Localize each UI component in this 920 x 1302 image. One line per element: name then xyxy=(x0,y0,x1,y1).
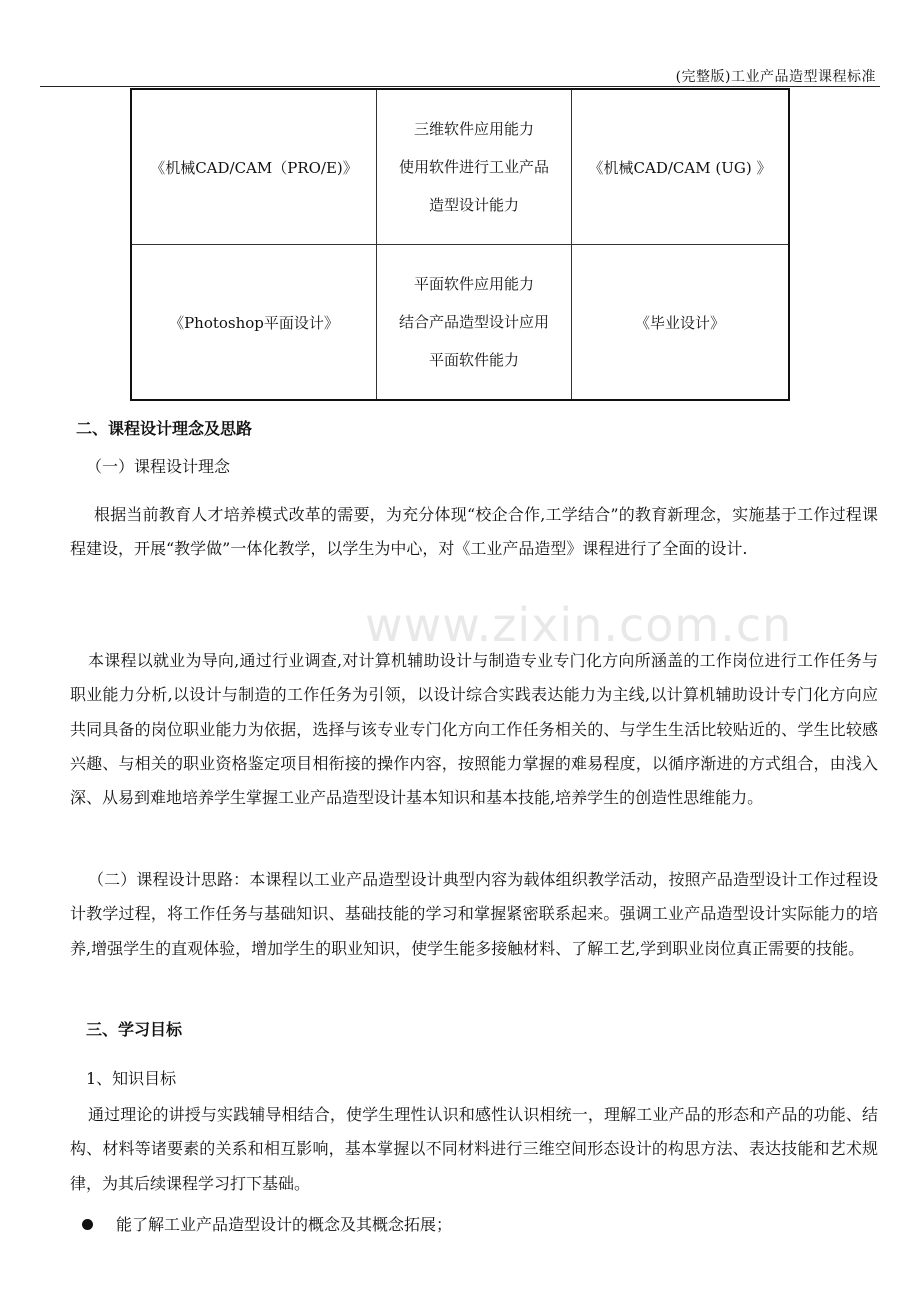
header-rule xyxy=(40,86,880,87)
table-row xyxy=(131,245,789,401)
paragraph-knowledge-goals: 通过理论的讲授与实践辅导相结合，使学生理性认识和感性认识相统一，理解工业产品的形态和产品的功能、结构、材料等诸要素的关系和相互影响，基本掌握以不同材料进行三维空间形态设计的构思方法、表达技能和艺术规律，为其后续课程学习打下基础。 xyxy=(70,1105,878,1193)
ability-line: 使用软件进行工业产品 xyxy=(398,158,549,176)
ability-cell xyxy=(377,89,572,245)
paragraph-design-concept: 根据当前教育人才培养模式改革的需要，为充分体现“校企合作,工学结合”的教育新理念，实施基于工作过程课程建设，开展“教学做”一体化教学，以学生为中心，对《工业产品造型》课程进行了全面的设计. xyxy=(70,505,878,559)
section-heading-2: 二、课程设计理念及思路 xyxy=(76,419,253,438)
ability-line: 结合产品造型设计应用 xyxy=(398,313,549,331)
subsection-heading-knowledge-goals: 1、知识目标 xyxy=(86,1069,177,1088)
ability-line: 平面软件应用能力 xyxy=(413,275,534,293)
prev-course-cell: 《Photoshop平面设计》 xyxy=(131,245,377,401)
prev-course-cell: 《机械CAD/CAM（PRO/E)》 xyxy=(131,89,377,245)
watermark: www.zixin.com.cn xyxy=(365,598,793,652)
table-row xyxy=(131,89,789,245)
ability-line: 三维软件应用能力 xyxy=(413,120,534,138)
ability-cell xyxy=(377,245,572,401)
bullet-icon xyxy=(82,1219,93,1230)
subsection-heading-design-concept: （一）课程设计理念 xyxy=(86,457,231,476)
bullet-item: 能了解工业产品造型设计的概念及其概念拓展； xyxy=(116,1215,453,1234)
paragraph-course-orientation: 本课程以就业为导向,通过行业调查,对计算机辅助设计与制造专业专门化方向所涵盖的工作岗位进行工作任务与职业能力分析,以设计与制造的工作任务为引领，以设计综合实践表达能力为主线,以计算机辅助设计专门化方向应共同具备的岗位职业能力为依据，选择与该专业专门化方向工作任务相关的、与学生生活比较贴近的、学生比较感兴趣、与相关的职业资格鉴定项目相衔接的操作内容，按照能力掌握的难易程度，以循序渐进的方式组合，由浅入深、从易到难地培养学生掌握工业产品造型设计基本知识和基本技能,培养学生的创造性思维能力。 xyxy=(70,651,878,808)
ability-line: 造型设计能力 xyxy=(428,196,519,214)
ability-line: 平面软件能力 xyxy=(428,351,519,369)
paragraph-design-approach: （二）课程设计思路：本课程以工业产品造型设计典型内容为载体组织教学活动，按照产品造型设计工作过程设计教学过程，将工作任务与基础知识、基础技能的学习和掌握紧密联系起来。强调工业产品造型设计实际能力的培养,增强学生的直观体验，增加学生的职业知识，使学生能多接触材料、了解工艺,学到职业岗位真正需要的技能。 xyxy=(70,870,878,958)
next-course-cell: 《毕业设计》 xyxy=(572,245,790,401)
next-course-cell: 《机械CAD/CAM (UG) 》 xyxy=(572,89,790,245)
course-relation-table xyxy=(130,88,790,401)
section-heading-3: 三、学习目标 xyxy=(86,1020,183,1039)
page-header-title: (完整版)工业产品造型课程标准 xyxy=(675,69,876,85)
